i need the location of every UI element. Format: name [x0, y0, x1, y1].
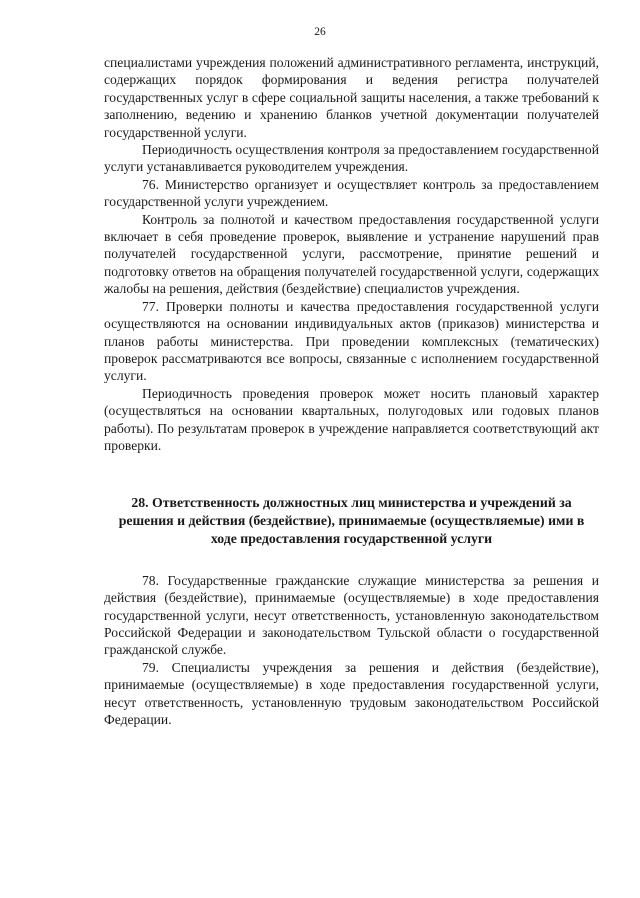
section-heading: 28. Ответственность должностных лиц министерства и учреждений за решения и действия (бездействие), принимаемые (осуществляемые) ими в ходе предоставления государственной услуги — [118, 495, 585, 546]
paragraph-79: 79. Специалисты учреждения за решения и действия (бездействие), принимаемые (осуществляемые) в ходе предоставления государственной услуги, несут ответственность, установленную трудовым законодательством Российской Федерации. — [104, 659, 599, 727]
paragraph-continuation: специалистами учреждения положений административного регламента, инструкций, содержащих порядок формирования и ведения регистра получателей государственных услуг в сфере социальной защиты населения, а также требований к заполнению, ведению и хранению бланков учетной документации получателей государственной услуги. — [104, 55, 599, 140]
paragraph-inspection-periodicity: Периодичность проведения проверок может носить плановый характер (осуществляться на основании квартальных, полугодовых или годовых планов работы). По результатам проверок в учреждение направляется соответствующий акт проверки. — [104, 385, 599, 453]
document-body — [104, 54, 599, 728]
paragraph-76: 76. Министерство организует и осуществляет контроль за предоставлением государственной услуги учреждением. — [104, 176, 599, 210]
paragraph-77: 77. Проверки полноты и качества предоставления государственной услуги осуществляются на основании индивидуальных актов (приказов) министерства и планов работы министерства. При проведении комплексных (тематических) проверок рассматриваются все вопросы, связанные с исполнением государственной услуги. — [104, 298, 599, 384]
paragraph-78: 78. Государственные гражданские служащие министерства за решения и действия (бездействие), принимаемые (осуществляемые) в ходе предоставления государственной услуги, несут ответственность, установленную законодательством Российской Федерации и законодательством Тульской области о государственной гражданской службе. — [104, 572, 599, 658]
paragraph-control-scope: Контроль за полнотой и качеством предоставления государственной услуги включает в себя проведение проверок, выявление и устранение нарушений прав получателей государственной услуги, рассмотрение, принятие решений и подготовку ответов на обращения получателей государственной услуги, содержащих жалобы на решения, действия (бездействие) специалистов учреждения. — [104, 211, 599, 297]
paragraph-control-periodicity: Периодичность осуществления контроля за предоставлением государственной услуги устанавливается руководителем учреждения. — [104, 142, 599, 175]
page-number: 26 — [314, 26, 326, 38]
